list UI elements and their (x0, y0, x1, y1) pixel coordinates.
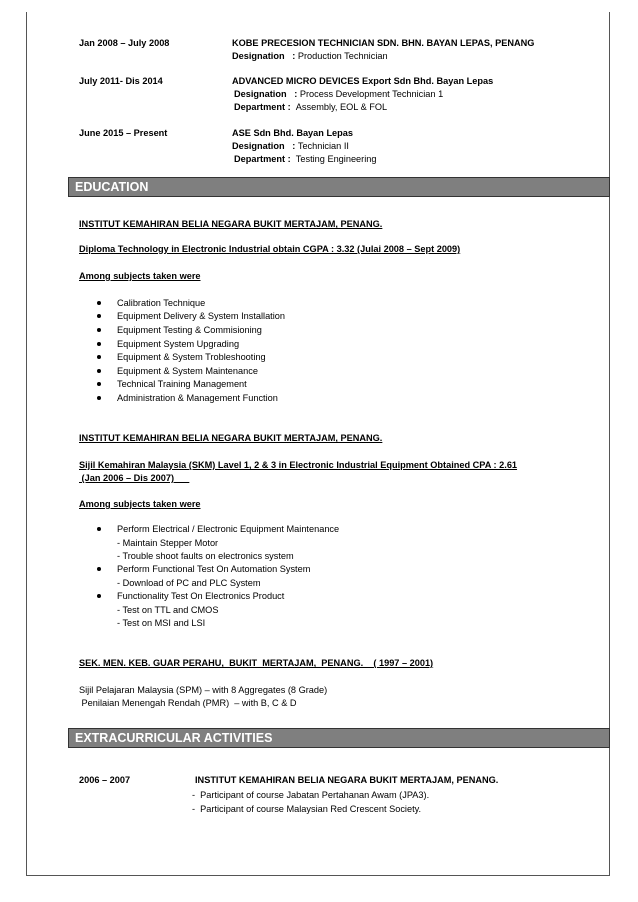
institution-name: INSTITUT KEMAHIRAN BELIA NEGARA BUKIT MERTAJAM, PENANG. (79, 219, 383, 229)
sub-item: - Test on TTL and CMOS (117, 605, 219, 615)
job-designation: Designation : Process Development Technician 1 (234, 89, 444, 99)
diploma-line: Diploma Technology in Electronic Industrial obtain CGPA : 3.32 (Julai 2008 – Sept 2009) (79, 244, 461, 254)
subjects-heading: Among subjects taken were (79, 499, 201, 509)
job-company: KOBE PRECESION TECHNICIAN SDN. BHN. BAYAN LEPAS, PENANG (232, 38, 535, 48)
sub-item: - Download of PC and PLC System (117, 578, 261, 588)
job-date: July 2011- Dis 2014 (79, 76, 163, 86)
bullet-icon (97, 382, 101, 386)
skm-line: Sijil Kemahiran Malaysia (SKM) Lavel 1, 2 & 3 in Electronic Industrial Equipment Obtained CPA : 2.61 (79, 460, 518, 470)
sub-item: - Maintain Stepper Motor (117, 538, 219, 548)
bullet-icon (97, 369, 101, 373)
skm-dates: (Jan 2006 – Dis 2007) (79, 473, 190, 483)
school-name: SEK. MEN. KEB. GUAR PERAHU, BUKIT MERTAJAM, PENANG. ( 1997 – 2001) (79, 658, 434, 668)
job-department: Department : Assembly, EOL & FOL (234, 102, 388, 112)
job-company: ADVANCED MICRO DEVICES Export Sdn Bhd. Bayan Lepas (232, 76, 494, 86)
bullet-icon (97, 396, 101, 400)
activity-item: - Participant of course Jabatan Pertahanan Awam (JPA3). (192, 790, 430, 800)
bullet-icon (97, 301, 101, 305)
bullet-icon (97, 328, 101, 332)
job-date: June 2015 – Present (79, 128, 168, 138)
subjects-heading: Among subjects taken were (79, 271, 201, 281)
bullet-icon (97, 355, 101, 359)
sub-item: - Trouble shoot faults on electronics system (117, 551, 294, 561)
pmr-result: Penilaian Menengah Rendah (PMR) – with B, C & D (79, 698, 297, 708)
bullet-icon (97, 527, 101, 531)
institution-name: INSTITUT KEMAHIRAN BELIA NEGARA BUKIT MERTAJAM, PENANG. (79, 433, 383, 443)
bullet-icon (97, 314, 101, 318)
spm-result: Sijil Pelajaran Malaysia (SPM) – with 8 Aggregates (8 Grade) (79, 685, 328, 695)
job-date: Jan 2008 – July 2008 (79, 38, 170, 48)
sub-item: - Test on MSI and LSI (117, 618, 206, 628)
bullet-icon (97, 567, 101, 571)
activity-date: 2006 – 2007 (79, 775, 131, 785)
education-heading: EDUCATION (68, 177, 610, 197)
job-designation: Designation : Technician II (232, 141, 349, 151)
activity-item: - Participant of course Malaysian Red Crescent Society. (192, 804, 422, 814)
job-company: ASE Sdn Bhd. Bayan Lepas (232, 128, 353, 138)
extracurricular-heading: EXTRACURRICULAR ACTIVITIES (68, 728, 610, 748)
bullet-icon (97, 594, 101, 598)
bullet-icon (97, 342, 101, 346)
job-designation: Designation : Production Technician (232, 51, 388, 61)
activity-institution: INSTITUT KEMAHIRAN BELIA NEGARA BUKIT MERTAJAM, PENANG. (195, 775, 499, 785)
job-department: Department : Testing Engineering (234, 154, 377, 164)
